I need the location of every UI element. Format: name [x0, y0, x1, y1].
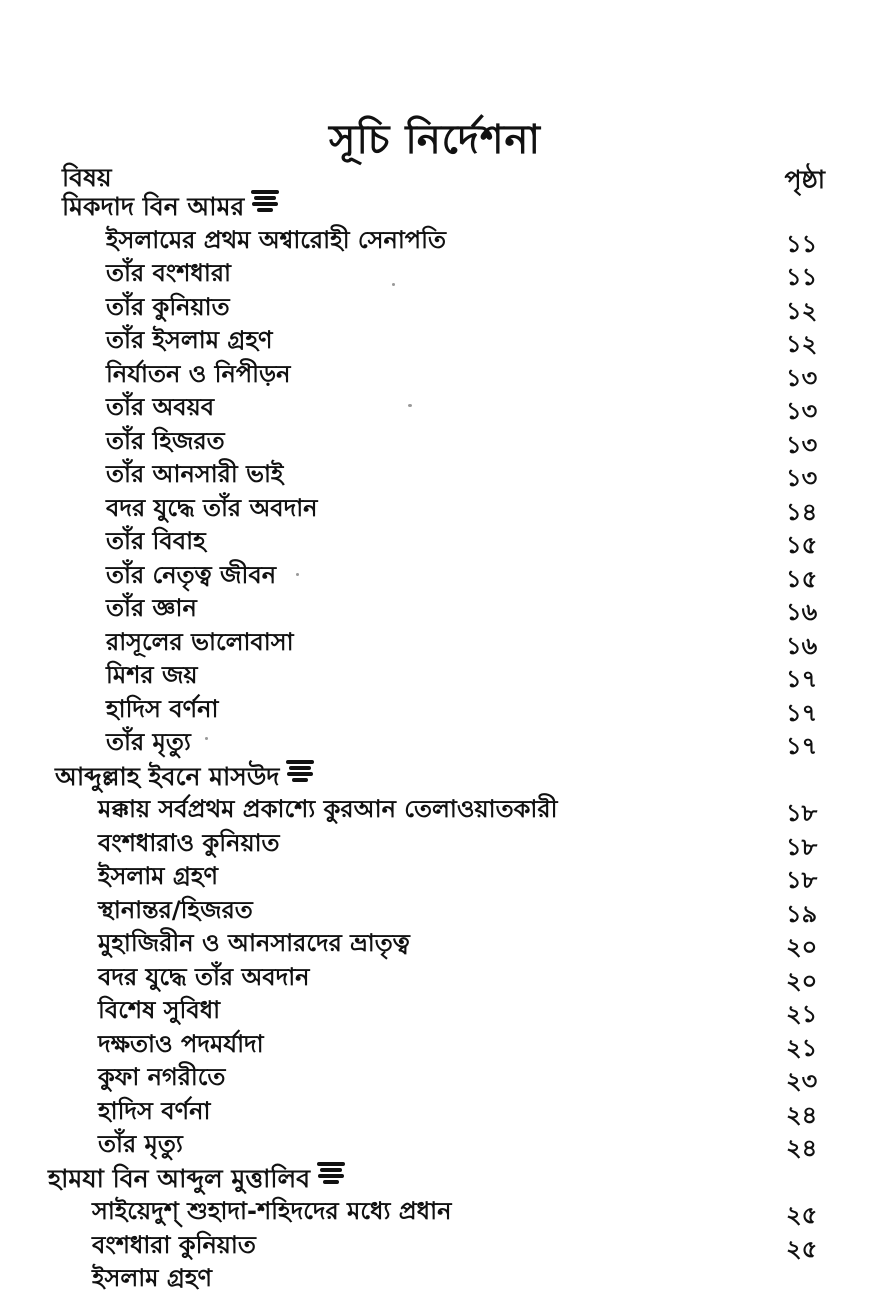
- entry-text: তাঁর মৃত্যু: [106, 728, 191, 756]
- entry-page-number: ১১: [786, 229, 818, 258]
- entry-title: [106, 257, 231, 290]
- entry-page-number: ১২: [786, 330, 818, 358]
- entry-text: দক্ষতাও পদমর্যাদা: [98, 1029, 264, 1058]
- entry-page-number: ১৬: [786, 631, 818, 660]
- entry-text: তাঁর নেতৃত্ব জীবন: [106, 560, 277, 589]
- toc-entry: [0, 693, 870, 727]
- entry-text: মক্কায় সর্বপ্রথম প্রকাশ্যে কুরআন তেলাওয়াতকারী: [98, 795, 558, 823]
- entry-text: স্থানান্তর/হিজরত: [98, 895, 253, 924]
- entry-text: মুহাজিরীন ও আনসারদের ভ্রাতৃত্ব: [98, 929, 410, 957]
- entry-title: [92, 1195, 451, 1228]
- entry-text: ইসলাম গ্রহণ: [92, 1264, 212, 1292]
- toc-entry: [0, 1061, 870, 1095]
- entry-text: বংশধারা কুনিয়াত: [92, 1230, 256, 1259]
- entry-text: তাঁর কুনিয়াত: [106, 292, 230, 321]
- toc-entry: [0, 458, 870, 492]
- toc-entry: [0, 726, 870, 760]
- entry-text: ইসলাম গ্রহণ: [98, 862, 218, 890]
- toc-section-heading: [0, 1162, 870, 1196]
- toc-entry: [0, 224, 870, 258]
- toc-entry: [0, 894, 870, 928]
- entry-text: তাঁর বিবাহ: [106, 527, 206, 555]
- toc-entry: [0, 1229, 870, 1263]
- toc-section-heading: [0, 760, 870, 794]
- toc-entry: [0, 793, 870, 827]
- entry-page-number: ১২: [786, 296, 818, 325]
- entry-text: মিশর জয়: [106, 661, 198, 689]
- entry-page-number: ১৭: [786, 698, 818, 727]
- toc-entry: [0, 1195, 870, 1229]
- entry-page-number: ১৮: [786, 866, 818, 894]
- toc-section-heading: [0, 190, 870, 224]
- entry-page-number: ২১: [786, 1033, 818, 1062]
- toc-entry: [0, 626, 870, 660]
- entry-text: কুফা নগরীতে: [98, 1063, 226, 1091]
- toc-entry: [0, 860, 870, 894]
- entry-page-number: ২৪: [786, 1100, 818, 1129]
- entry-title: [98, 827, 280, 860]
- entry-text: তাঁর জ্ঞান: [106, 594, 197, 622]
- entry-text: তাঁর বংশধারা: [106, 259, 231, 287]
- entry-page-number: ১৪: [786, 497, 818, 526]
- entry-title: [106, 458, 283, 491]
- entry-page-number: ২১: [786, 1000, 818, 1028]
- entry-title: [106, 559, 276, 592]
- entry-page-number: ২৪: [786, 1134, 818, 1162]
- toc-entry: [0, 358, 870, 392]
- page-title: সূচি নির্দেশনা: [329, 117, 541, 163]
- entry-title: [106, 391, 214, 424]
- toc-entry: [0, 257, 870, 291]
- honorific-seal-icon: [250, 188, 280, 214]
- print-speck: [296, 573, 299, 576]
- entry-title: [106, 693, 218, 726]
- entry-title: [106, 324, 273, 357]
- page-column-header: পৃষ্ঠা: [784, 165, 825, 194]
- entry-text: হামযা বিন আব্দুল মুত্তালিব: [48, 1163, 311, 1193]
- entry-page-number: ১৭: [786, 665, 818, 693]
- table-of-contents: [0, 190, 870, 1296]
- print-speck: [205, 737, 208, 740]
- entry-text: রাসূলের ভালোবাসা: [106, 627, 294, 656]
- entry-title: [106, 726, 191, 759]
- toc-entry: [0, 961, 870, 995]
- entry-title: [106, 659, 198, 692]
- entry-text: মিকদাদ বিন আমর: [62, 192, 245, 221]
- entry-page-number: ১৬: [786, 598, 818, 626]
- entry-page-number: ২০: [786, 966, 818, 995]
- entry-title: [98, 994, 220, 1027]
- entry-title: [98, 793, 557, 826]
- entry-page-number: ১৯: [786, 899, 818, 928]
- entry-page-number: ১৩: [786, 363, 818, 392]
- entry-title: [106, 492, 318, 525]
- toc-entry: [0, 391, 870, 425]
- section-title: [62, 190, 280, 223]
- honorific-seal-icon: [285, 758, 315, 784]
- entry-title: [106, 525, 206, 558]
- entry-title: [92, 1229, 256, 1262]
- toc-entry: [0, 994, 870, 1028]
- entry-text: বংশধারাও কুনিয়াত: [98, 828, 280, 857]
- entry-title: [106, 425, 225, 458]
- entry-title: [98, 961, 310, 994]
- entry-text: তাঁর হিজরত: [106, 426, 225, 455]
- toc-entry: [0, 291, 870, 325]
- toc-entry: [0, 525, 870, 559]
- entry-title: [106, 358, 291, 391]
- toc-entry: [0, 927, 870, 961]
- toc-entry: [0, 559, 870, 593]
- honorific-seal-icon: [316, 1160, 346, 1186]
- toc-entry: [0, 1128, 870, 1162]
- entry-title: [106, 592, 197, 625]
- print-speck: [392, 283, 395, 286]
- entry-page-number: ১১: [786, 263, 818, 291]
- entry-page-number: ১৮: [786, 799, 818, 827]
- toc-entry: [0, 492, 870, 526]
- subject-column-header: বিষয়: [62, 163, 112, 192]
- entry-title: [98, 1061, 225, 1094]
- entry-text: তাঁর অবয়ব: [106, 393, 215, 421]
- entry-text: তাঁর মৃত্যু: [98, 1130, 183, 1158]
- toc-entry: [0, 592, 870, 626]
- entry-page-number: ২৫: [786, 1201, 818, 1229]
- entry-page-number: ১৮: [786, 832, 818, 861]
- entry-title: [98, 860, 218, 893]
- entry-text: হাদিস বর্ণনা: [106, 694, 219, 723]
- entry-text: ইসলামের প্রথম অশ্বারোহী সেনাপতি: [106, 225, 446, 254]
- toc-entry: [0, 1028, 870, 1062]
- entry-page-number: ১৫: [786, 564, 818, 593]
- entry-text: তাঁর আনসারী ভাই: [106, 460, 284, 488]
- entry-title: [106, 626, 294, 659]
- entry-title: [92, 1262, 212, 1295]
- entry-page-number: ১৫: [786, 531, 818, 559]
- entry-text: সাইয়েদুশ্ শুহাদা-শহিদদের মধ্যে প্রধান: [92, 1197, 452, 1225]
- toc-entry: [0, 1095, 870, 1129]
- toc-entry: [0, 659, 870, 693]
- entry-text: বদর যুদ্ধে তাঁর অবদান: [98, 962, 310, 991]
- entry-text: আব্দুল্লাহ ইবনে মাসউদ: [55, 761, 280, 791]
- entry-page-number: ২০: [786, 933, 818, 961]
- entry-title: [98, 1128, 183, 1161]
- entry-page-number: ১৩: [786, 397, 818, 425]
- entry-title: [98, 894, 253, 927]
- section-title: [48, 1162, 346, 1195]
- entry-page-number: ২৩: [786, 1067, 818, 1095]
- toc-entry: [0, 827, 870, 861]
- entry-text: হাদিস বর্ণনা: [98, 1096, 211, 1125]
- entry-text: তাঁর ইসলাম গ্রহণ: [106, 326, 273, 354]
- entry-page-number: ১৩: [786, 430, 818, 459]
- toc-entry: [0, 1262, 870, 1296]
- entry-title: [106, 224, 446, 257]
- toc-entry: [0, 425, 870, 459]
- entry-text: বদর যুদ্ধে তাঁর অবদান: [106, 493, 318, 522]
- entry-title: [98, 1028, 264, 1061]
- entry-title: [98, 1095, 210, 1128]
- entry-page-number: ১৩: [786, 464, 818, 492]
- entry-text: নির্যাতন ও নিপীড়ন: [106, 359, 291, 388]
- section-title: [55, 760, 315, 793]
- entry-text: বিশেষ সুবিধা: [98, 996, 221, 1024]
- entry-page-number: ১৭: [786, 732, 818, 760]
- entry-page-number: ২৫: [786, 1234, 818, 1263]
- entry-title: [98, 927, 410, 960]
- entry-title: [106, 291, 230, 324]
- print-speck: [408, 404, 412, 407]
- toc-entry: [0, 324, 870, 358]
